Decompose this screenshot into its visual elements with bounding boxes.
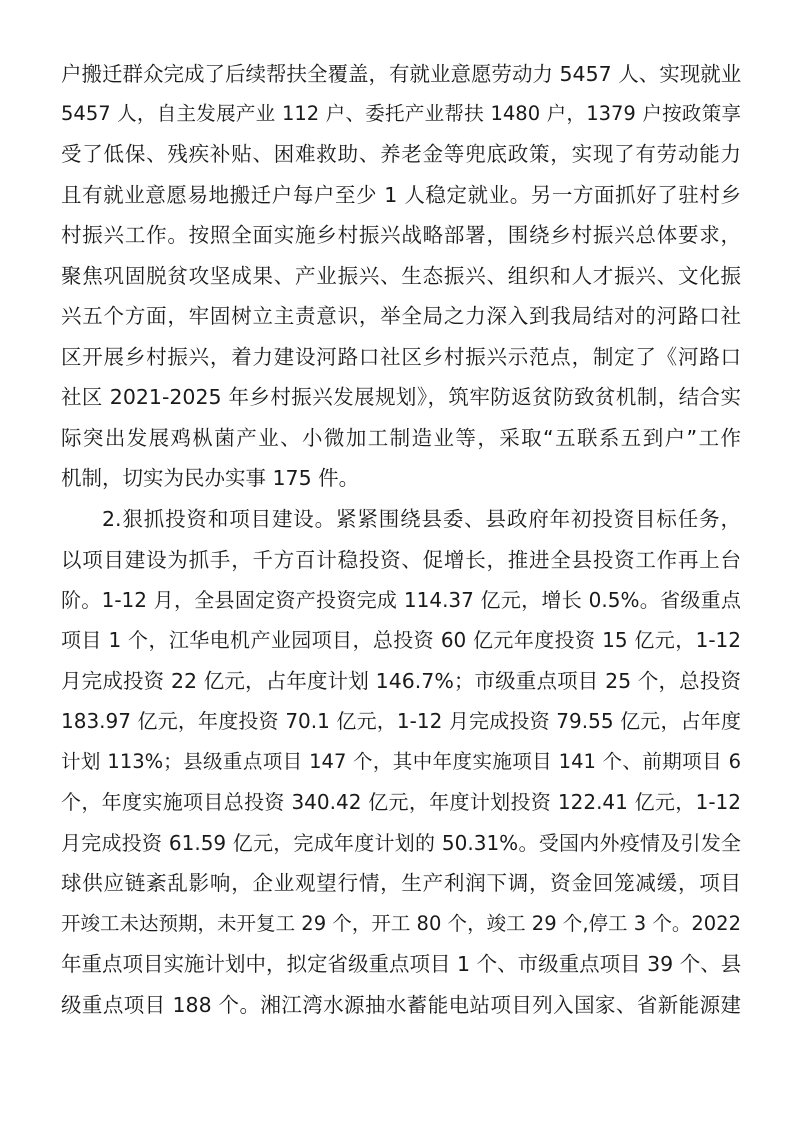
text-line-4: 且有就业意愿易地搬迁户每户至少 1 人稳定就业。另一方面抓好了驻村乡 (61, 183, 741, 207)
text-line-8: 区开展乡村振兴，着力建设河路口社区乡村振兴示范点，制定了《河路口 (61, 345, 741, 369)
text-line-12: 2.狠抓投资和项目建设。紧紧围绕县委、县政府年初投资目标任务， (102, 507, 741, 531)
text-line-21: 球供应链紊乱影响，企业观望行情，生产利润下调，资金回笼减缓，项目 (61, 871, 741, 895)
text-line-19: 个，年度实施项目总投资 340.42 亿元，年度计划投资 122.41 亿元，1-12 (61, 790, 741, 814)
text-line-3: 受了低保、残疾补贴、困难救助、养老金等兜底政策，实现了有劳动能力 (61, 142, 741, 166)
text-line-6: 聚焦巩固脱贫攻坚成果、产业振兴、生态振兴、组织和人才振兴、文化振 (61, 264, 741, 288)
text-line-9: 社区 2021-2025 年乡村振兴发展规划》，筑牢防返贫防致贫机制，结合实 (61, 385, 741, 409)
text-line-16: 月完成投资 22 亿元，占年度计划 146.7%；市级重点项目 25 个，总投资 (61, 669, 741, 693)
text-line-18: 计划 113%；县级重点项目 147 个，其中年度实施项目 141 个、前期项目 6 (61, 750, 741, 773)
text-line-15: 项目 1 个，江华电机产业园项目，总投资 60 亿元年度投资 15 亿元，1-12 (61, 628, 741, 652)
text-line-20: 月完成投资 61.59 亿元，完成年度计划的 50.31%。受国内外疫情及引发全 (61, 831, 741, 855)
text-line-10: 际突出发展鸡枞菌产业、小微加工制造业等，采取“五联系五到户”工作 (61, 426, 741, 450)
text-line-24: 级重点项目 188 个。湘江湾水源抽水蓄能电站项目列入国家、省新能源建 (61, 993, 741, 1017)
text-line-22: 开竣工未达预期，未开复工 29 个，开工 80 个，竣工 29 个,停工 3 个。2022 (61, 912, 741, 935)
text-line-1: 户搬迁群众完成了后续帮扶全覆盖，有就业意愿劳动力 5457 人、实现就业 (61, 62, 742, 86)
text-line-23: 年重点项目实施计划中，拟定省级重点项目 1 个、市级重点项目 39 个、县 (61, 952, 742, 976)
text-line-7: 兴五个方面，牢固树立主责意识，举全局之力深入到我局结对的河路口社 (61, 304, 741, 328)
text-line-2: 5457 人，自主发展产业 112 户、委托产业帮扶 1480 户，1379 户按政策享 (61, 102, 741, 125)
text-line-5: 村振兴工作。按照全面实施乡村振兴战略部署，围绕乡村振兴总体要求， (61, 223, 741, 247)
text-line-13: 以项目建设为抓手，千方百计稳投资、促增长，推进全县投资工作再上台 (61, 548, 741, 572)
text-line-11: 机制，切实为民办实事 175 件。 (61, 466, 360, 490)
text-line-14: 阶。1-12 月，全县固定资产投资完成 114.37 亿元，增长 0.5%。省级重点 (61, 588, 741, 612)
text-line-17: 183.97 亿元，年度投资 70.1 亿元，1-12 月完成投资 79.55 亿元，占年度 (61, 709, 741, 733)
